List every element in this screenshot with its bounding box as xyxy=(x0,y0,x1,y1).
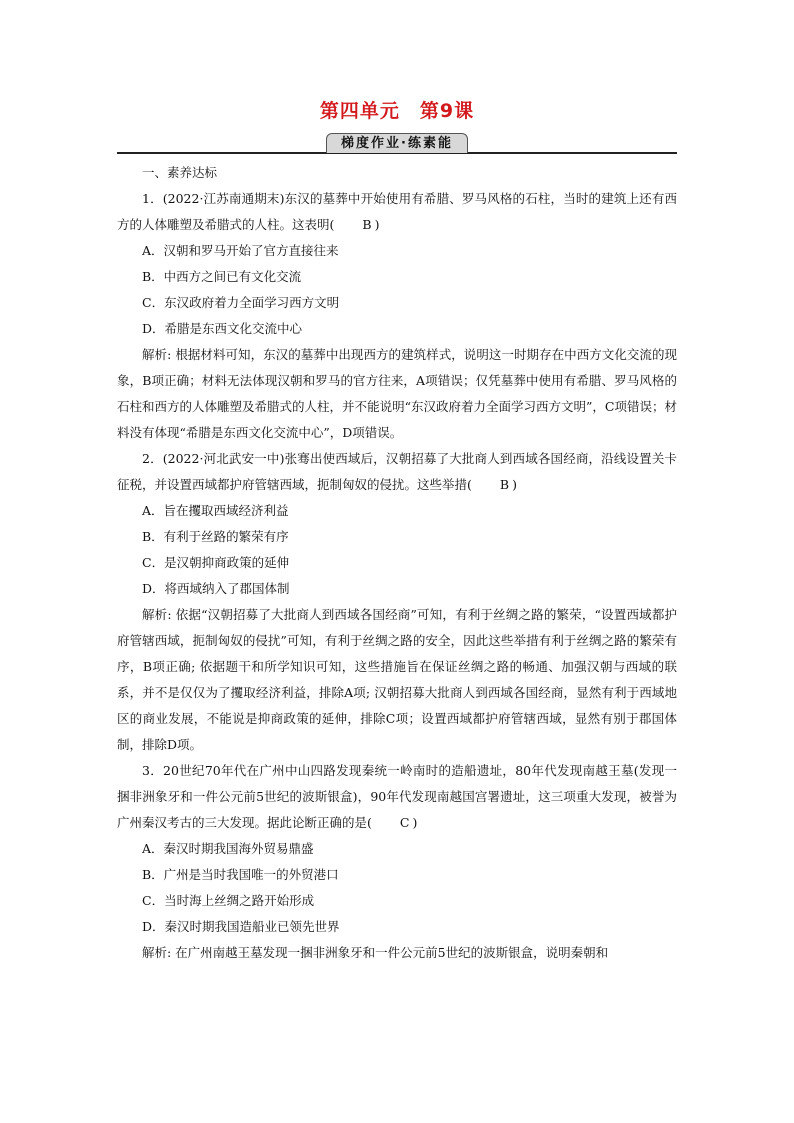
question-2-stem xyxy=(117,446,677,498)
q3-stem-text: 3．20世纪70年代在广州中山四路发现秦统一岭南时的造船遗址，80年代发现南越王墓(发现一捆非洲象牙和一件公元前5世纪的波斯银盒)，90年代发现南越国宫署遗址，这三项重大发现，被誉为广州秦汉考古的三大发现。据此论断正确的是( xyxy=(117,763,677,830)
q2-answer: B xyxy=(499,477,510,492)
question-3-stem xyxy=(117,758,677,836)
q2-option-a: A．旨在攫取西域经济利益 xyxy=(142,503,289,518)
q1-stem-end: ) xyxy=(374,217,380,232)
q3-option-b: B．广州是当时我国唯一的外贸港口 xyxy=(142,867,339,882)
q1-option-d: D．希腊是东西文化交流中心 xyxy=(142,321,303,336)
q2-stem-end: ) xyxy=(512,477,517,492)
q3-option-d: D．秦汉时期我国造船业已领先世界 xyxy=(142,919,340,934)
page-title: 第四单元 第9课 xyxy=(319,100,475,122)
q3-option-c: C．当时海上丝绸之路开始形成 xyxy=(142,893,315,908)
q2-option-b: B．有利于丝路的繁荣有序 xyxy=(142,529,289,544)
q1-stem-text: 1．(2022·江苏南通期末)东汉的墓葬中开始使用有希腊、罗马风格的石柱，当时的建筑上还有西方的人体雕塑及希腊式的人柱。这表明( xyxy=(117,191,677,232)
q3-option-a: A．秦汉时期我国海外贸易鼎盛 xyxy=(142,841,314,856)
q2-option-d: D．将西域纳入了郡国体制 xyxy=(142,581,290,596)
question-1-stem xyxy=(117,186,677,238)
q3-stem-end: ) xyxy=(412,815,418,830)
q3-answer: C xyxy=(399,815,410,830)
q1-option-b: B．中西方之间已有文化交流 xyxy=(142,269,302,284)
q2-analysis: 解析: 依据“汉朝招募了大批商人到西域各国经商”可知，有利于丝绸之路的繁荣，“设置西域都护府管辖西域，扼制匈奴的侵扰”可知，有利于丝绸之路的安全，因此这些举措有利于丝绸之路的繁荣有序，B项正确; 依据题干和所学知识可知，这些措施旨在保证丝绸之路的畅通、加强汉朝与西域的联系，并不是仅仅为了攫取经济利益，排除A项; 汉朝招募大批商人到西域各国经商，显然有利于西域地区的商业发展，不能说是抑商政策的延伸，排除C项；设置西域都护府管辖西域，显然有别于郡国体制，排除D项。 xyxy=(117,607,677,752)
q2-stem-text: 2．(2022·河北武安一中)张骞出使西域后，汉朝招募了大批商人到西域各国经商，沿线设置关卡征税，并设置西域都护府管辖西域，扼制匈奴的侵扰。这些举措( xyxy=(117,451,677,492)
section-heading: 一、素养达标 xyxy=(142,165,218,180)
content-body xyxy=(117,160,677,966)
q1-answer: B xyxy=(362,217,372,232)
q1-option-a: A．汉朝和罗马开始了官方直接往来 xyxy=(142,243,339,258)
banner-area xyxy=(117,133,677,155)
q2-option-c: C．是汉朝抑商政策的延伸 xyxy=(142,555,290,570)
q1-option-c: C．东汉政府着力全面学习西方文明 xyxy=(142,295,340,310)
banner-label: 梯度作业·练素能 xyxy=(326,133,468,153)
q1-analysis: 解析: 根据材料可知，东汉的墓葬中出现西方的建筑样式，说明这一时期存在中西方文化交流的现象，B项正确；材料无法体现汉朝和罗马的官方往来，A项错误；仅凭墓葬中使用有希腊、罗马风格的石柱和西方的人体雕塑及希腊式的人柱，并不能说明“东汉政府着力全面学习西方文明”，C项错误；材料没有体现“希腊是东西文化交流中心”，D项错误。 xyxy=(117,347,677,440)
q3-analysis: 解析: 在广州南越王墓发现一捆非洲象牙和一件公元前5世纪的波斯银盒，说明秦朝和 xyxy=(142,945,609,960)
